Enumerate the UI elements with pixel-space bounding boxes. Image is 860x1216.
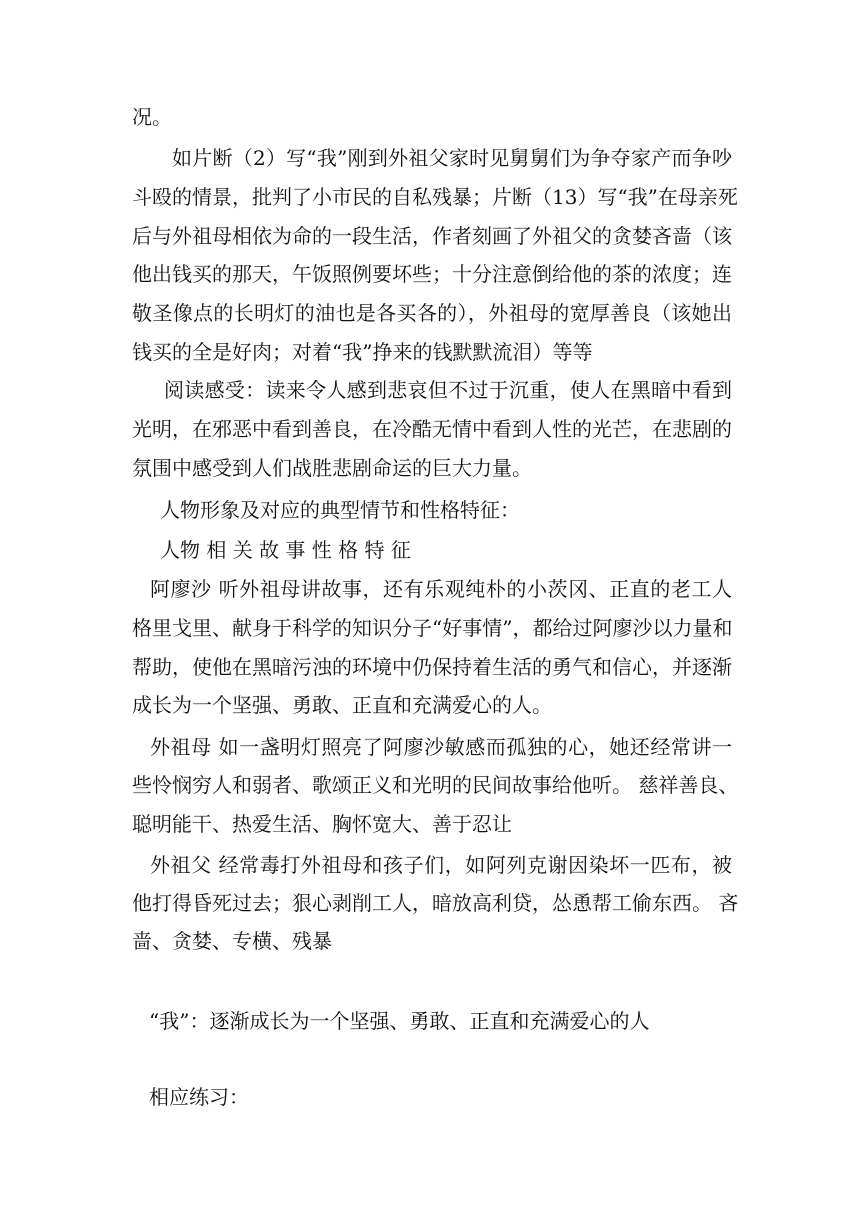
text-line: 阿廖沙 听外祖母讲故事，还有乐观纯朴的小茨冈、正直的老工人 (150, 577, 732, 601)
text-line: 啬、贪婪、专横、残暴 (132, 929, 332, 953)
text-line: 帮助，使他在黑暗污浊的环境中仍保持着生活的勇气和信心，并逐渐 (132, 655, 732, 679)
text-line: 他打得昏死过去；狠心剥削工人，暗放高利贷，怂恿帮工偷东西。 吝 (132, 891, 739, 915)
text-line: 他出钱买的那天，午饭照例要坏些；十分注意倒给他的茶的浓度；连 (132, 262, 732, 286)
text-line: 外祖父 经常毒打外祖母和孩子们，如阿列克谢因染坏一匹布，被 (150, 853, 732, 877)
text-line: 外祖母 如一盏明灯照亮了阿廖沙敏感而孤独的心，她还经常讲一 (150, 735, 732, 759)
text-line: 如片断（2）写“我”刚到外祖父家时见舅舅们为争夺家产而争吵 (172, 146, 732, 170)
text-line: 人物形象及对应的典型情节和性格特征： (160, 498, 520, 522)
text-line: 钱买的全是好肉；对着“我”挣来的钱默默流泪）等等 (132, 340, 593, 364)
text-line: 斗殴的情景，批判了小市民的自私残暴；片断（13）写“我”在母亲死 (132, 185, 738, 209)
text-line: “我”：逐渐成长为一个坚强、勇敢、正直和充满爱心的人 (149, 1009, 650, 1033)
text-line: 况。 (132, 105, 172, 129)
text-line: 些怜悯穷人和弱者、歌颂正义和光明的民间故事给他听。 慈祥善良、 (132, 773, 739, 797)
text-line: 后与外祖母相依为命的一段生活，作者刻画了外祖父的贪婪吝啬（该 (132, 224, 732, 248)
text-line: 成长为一个坚强、勇敢、正直和充满爱心的人。 (132, 693, 552, 717)
text-line: 聪明能干、热爱生活、胸怀宽大、善于忍让 (132, 812, 512, 836)
text-line: 格里戈里、献身于科学的知识分子“好事情”，都给过阿廖沙以力量和 (132, 616, 733, 640)
text-line: 氛围中感受到人们战胜悲剧命运的巨大力量。 (132, 456, 532, 480)
table-header-line: 人物 相 关 故 事 性 格 特 征 (160, 538, 411, 562)
text-line: 阅读感受：读来令人感到悲哀但不过于沉重，使人在黑暗中看到 (164, 378, 732, 402)
text-line: 光明，在邪恶中看到善良，在冷酷无情中看到人性的光芒，在悲剧的 (132, 417, 732, 441)
exercise-heading: 相应练习： (149, 1085, 249, 1109)
text-line: 敬圣像点的长明灯的油也是各买各的），外祖母的宽厚善良（该她出 (132, 301, 732, 325)
